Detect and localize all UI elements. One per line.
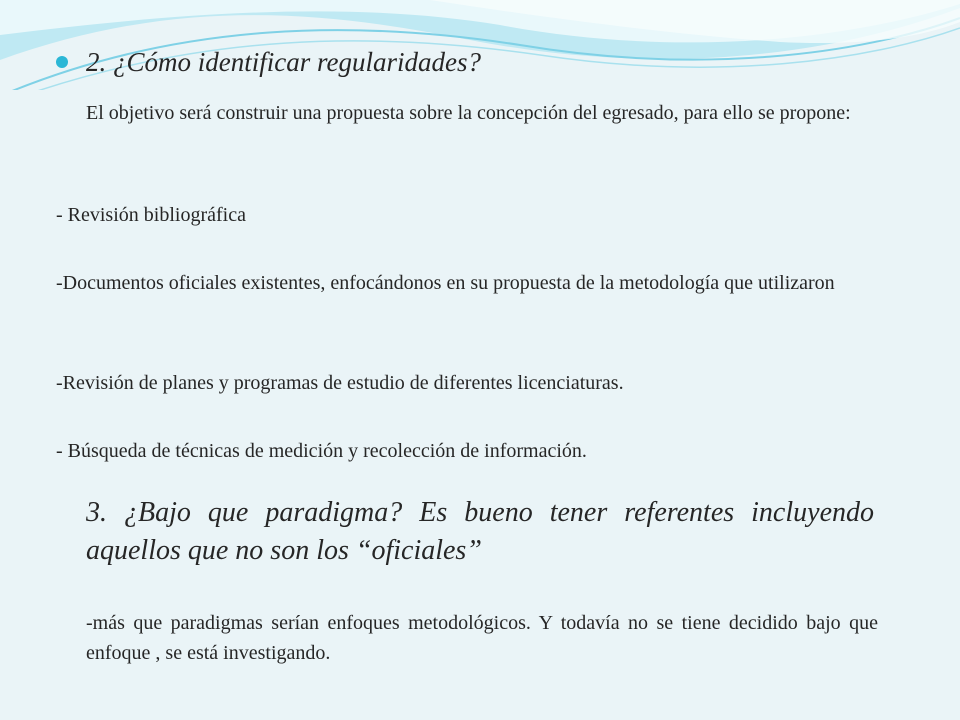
section3-heading: 3. ¿Bajo que paradigma? Es bueno tener referentes incluyendo aquellos que no son los “oficiales” (86, 497, 874, 566)
list-item-3: -Revisión de planes y programas de estudio de diferentes licenciaturas. (56, 372, 624, 394)
list-item-4: - Búsqueda de técnicas de medición y recolección de información. (56, 440, 587, 462)
list-item-1: - Revisión bibliográfica (56, 204, 246, 226)
list-item-2: -Documentos oficiales existentes, enfocándonos en su propuesta de la metodología que utilizaron (56, 272, 835, 294)
slide-heading: 2. ¿Cómo identificar regularidades? (86, 47, 481, 77)
intro-paragraph: El objetivo será construir una propuesta sobre la concepción del egresado, para ello se propone: (86, 102, 851, 124)
section3-body: -más que paradigmas serían enfoques metodológicos. Y todavía no se tiene decidido bajo que enfoque , se está investigando. (86, 612, 878, 664)
bullet-icon (56, 56, 68, 68)
